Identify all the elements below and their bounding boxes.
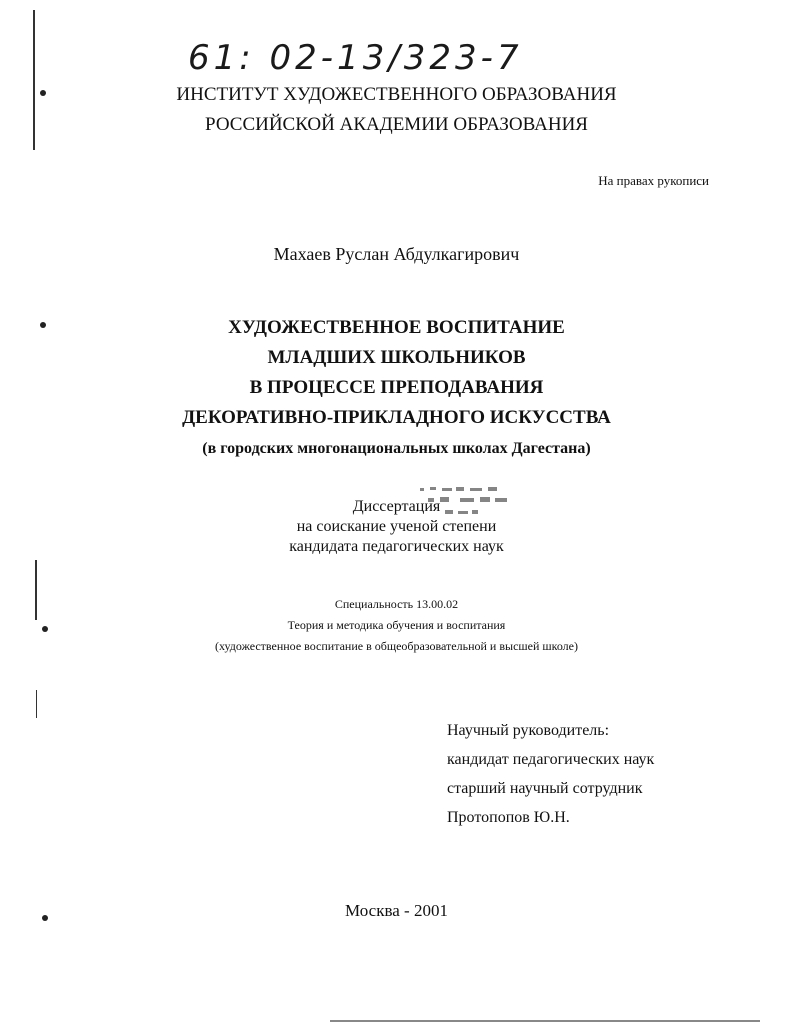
advisor-degree: кандидат педагогических наук	[447, 751, 655, 768]
title-line3: В ПРОЦЕССЕ ПРЕПОДАВАНИЯ	[249, 377, 544, 398]
title-line2: МЛАДШИХ ШКОЛЬНИКОВ	[267, 347, 526, 368]
city-year: Москва - 2001	[345, 901, 448, 920]
title-subtitle: (в городских многонациональных школах Дагестана)	[202, 440, 591, 457]
dissertation-label: Диссертация	[352, 498, 441, 515]
institute-name-line1: ИНСТИТУТ ХУДОЖЕСТВЕННОГО ОБРАЗОВАНИЯ	[176, 84, 617, 105]
institute-name-line2: РОССИЙСКОЙ АКАДЕМИИ ОБРАЗОВАНИЯ	[205, 114, 588, 135]
dissertation-science-line: кандидата педагогических наук	[289, 538, 504, 555]
advisor-position: старший научный сотрудник	[447, 780, 643, 797]
rights-note: На правах рукописи	[598, 173, 709, 188]
specialty-name: Теория и методика обучения и воспитания	[287, 618, 506, 632]
title-line4: ДЕКОРАТИВНО-ПРИКЛАДНОГО ИСКУССТВА	[182, 407, 611, 428]
specialty-code: Специальность 13.00.02	[334, 597, 459, 611]
specialty-detail: (художественное воспитание в общеобразовательной и высшей школе)	[214, 639, 578, 653]
author-name: Махаев Руслан Абдулкагирович	[273, 244, 520, 264]
advisor-name: Протопопов Ю.Н.	[447, 809, 570, 826]
dissertation-degree-line: на соискание ученой степени	[296, 518, 497, 535]
advisor-label: Научный руководитель:	[447, 722, 610, 739]
title-line1: ХУДОЖЕСТВЕННОЕ ВОСПИТАНИЕ	[228, 317, 565, 338]
scan-edge-line	[36, 690, 37, 718]
handwritten-archive-number: 61: 02-13/323-7	[188, 38, 523, 78]
scan-bottom-line	[330, 1020, 760, 1022]
